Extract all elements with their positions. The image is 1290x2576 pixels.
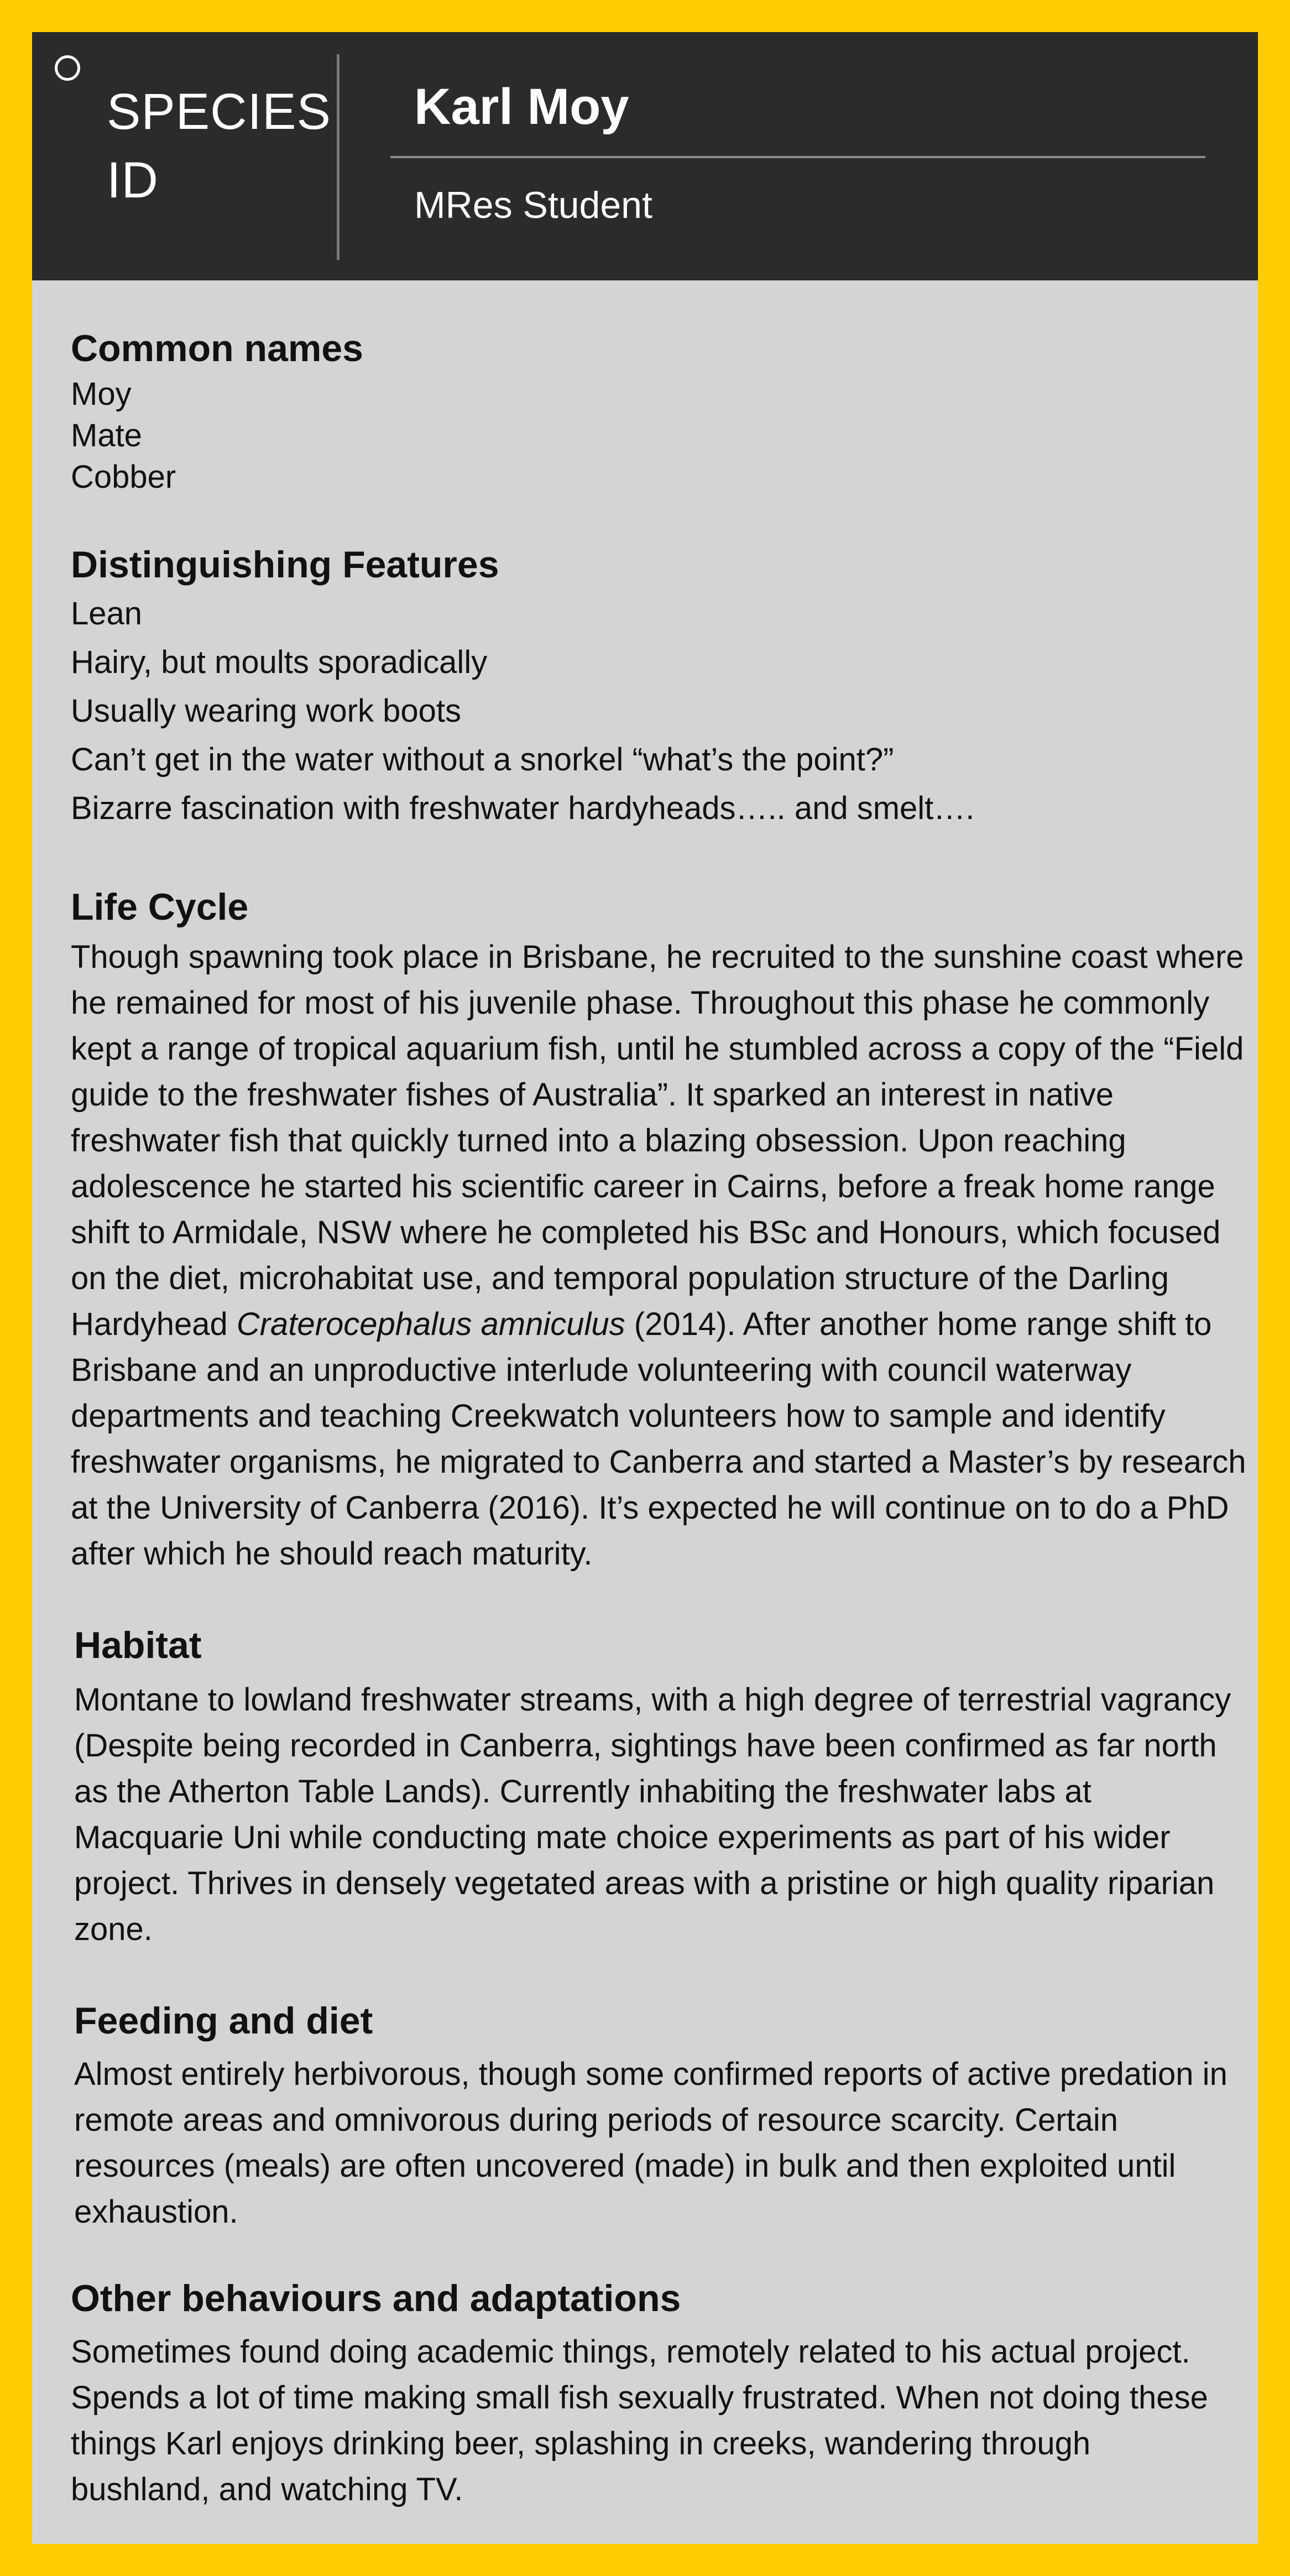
habitat-heading: Habitat: [74, 1624, 202, 1666]
common-name-item: Cobber: [71, 459, 176, 495]
feature-item: Lean: [71, 596, 143, 632]
feature-item: Bizarre fascination with freshwater hardyheads….. and smelt….: [71, 790, 975, 826]
header-divider: [337, 54, 340, 260]
habitat-text: Montane to lowland freshwater streams, with a high degree of terrestrial vagrancy (Despite being recorded in Canberra, sightings have been confirmed as far north as the Atherton Table Lands). Currently inhabiting the freshwater labs at Macquarie Uni while conducting mate choice experiments as part of his wider project. Thrives in densely vegetated areas with a pristine or high quality riparian zone.: [74, 1682, 1231, 1947]
common-names-heading: Common names: [71, 327, 363, 369]
life-cycle-text-before: Though spawning took place in Brisbane, he recruited to the sunshine coast where he remained for most of his juvenile phase. Throughout this phase he commonly kept a range of tropical aquarium fish, until he stumbled across a copy of the “Field guide to the freshwater fishes of Australia”. It sparked an interest in native freshwater fish that quickly turned into a blazing obsession. Upon reaching adolescence he started his scientific career in Cairns, before a freak home range shift to Armidale, NSW where he completed his BSc and Honours, which focused on the diet, microhabitat use, and temporal population structure of the Darling Hardyhead: [71, 939, 1244, 1342]
life-cycle-text-after: (2014). After another home range shift to Brisbane and an unproductive interlude volunteering with council waterway departments and teaching Creekwatch volunteers how to sample and identify freshwater organisms, he migrated to Canberra and started a Master’s by research at the University of Canberra (2016). It’s expected he will continue on to do a PhD after which he should reach maturity.: [71, 1306, 1246, 1572]
behaviours-text: Sometimes found doing academic things, remotely related to his actual project. Spends a lot of time making small fish sexually frustrated. When not doing these things Karl enjoys drinking beer, splashing in creeks, wandering through bushland, and watching TV.: [71, 2334, 1208, 2507]
name-divider: [390, 156, 1205, 158]
life-cycle-section: [71, 882, 1254, 1577]
life-cycle-heading: Life Cycle: [71, 886, 249, 928]
life-cycle-text: [71, 934, 1254, 1577]
habitat-section: [74, 1620, 1235, 1952]
feeding-section: [74, 1996, 1235, 2235]
behaviours-section: [71, 2273, 1232, 2512]
common-name-item: Moy: [71, 376, 132, 412]
species-id-card: [32, 32, 1258, 2544]
feeding-heading: Feeding and diet: [74, 2000, 373, 2042]
species-id-label: SPECIES ID: [107, 84, 331, 208]
circle-icon: [55, 55, 80, 81]
feature-item: Usually wearing work boots: [71, 693, 461, 729]
taxon-name: Craterocephalus amniculus: [236, 1306, 625, 1342]
feature-item: Can’t get in the water without a snorkel “what’s the point?”: [71, 742, 894, 778]
behaviours-heading: Other behaviours and adaptations: [71, 2277, 681, 2319]
features-heading: Distinguishing Features: [71, 544, 499, 586]
common-names-section: [71, 324, 1249, 498]
person-name: Karl Moy: [414, 79, 629, 135]
person-role: MRes Student: [414, 184, 652, 226]
features-section: [71, 540, 1249, 833]
card-header: [32, 32, 1258, 280]
feature-item: Hairy, but moults sporadically: [71, 644, 488, 680]
feeding-text: Almost entirely herbivorous, though some confirmed reports of active predation in remote areas and omnivorous during periods of resource scarcity. Certain resources (meals) are often uncovered (made) in bulk and then exploited until exhaustion.: [74, 2056, 1228, 2230]
common-name-item: Mate: [71, 418, 142, 453]
